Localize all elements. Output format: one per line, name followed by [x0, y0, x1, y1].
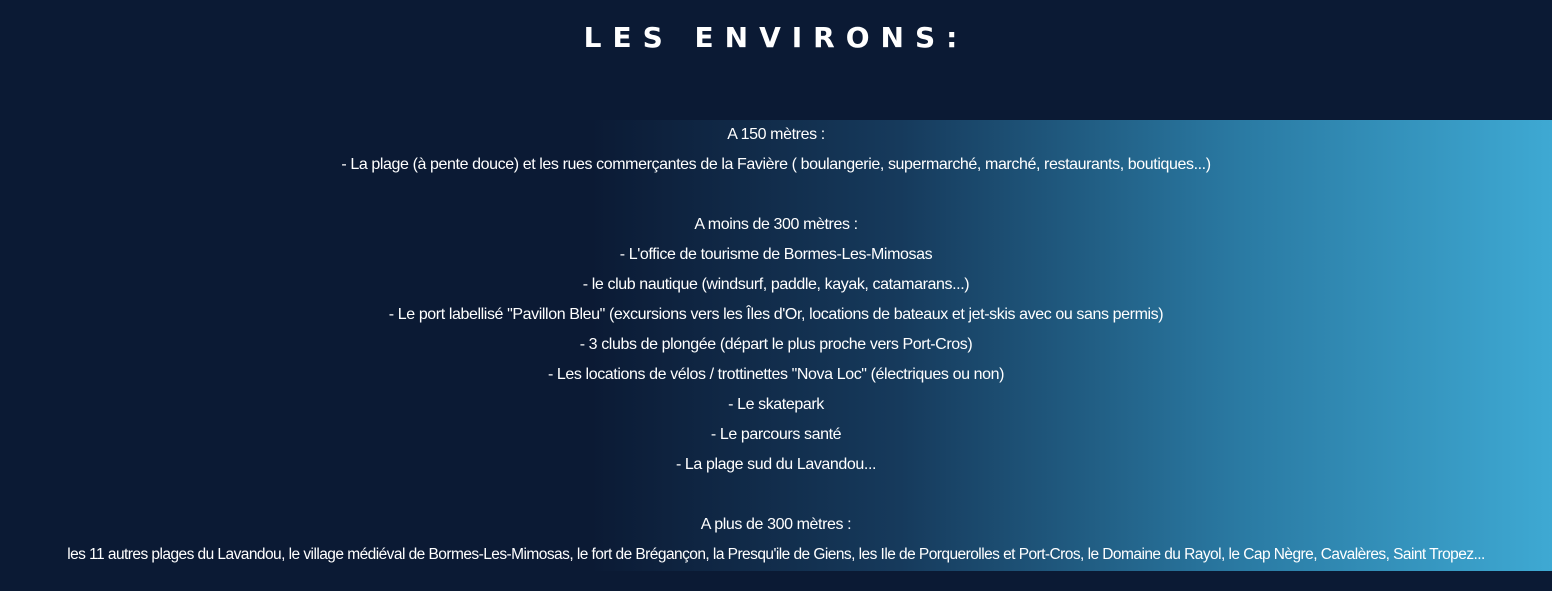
section-heading-150m: A 150 mètres :	[727, 126, 825, 143]
list-item: - Le port labellisé "Pavillon Bleu" (excursions vers les Îles d'Or, locations de bateaux et jet-skis avec ou sans permis)	[388, 306, 1164, 323]
list-item: - Les locations de vélos / trottinettes "Nova Loc" (électriques ou non)	[547, 366, 1005, 383]
page-title: LES ENVIRONS:	[583, 21, 969, 54]
list-item: - 3 clubs de plongée (départ le plus proche vers Port-Cros)	[579, 336, 973, 353]
list-item: les 11 autres plages du Lavandou, le village médiéval de Bormes-Les-Mimosas, le fort de Brégançon, la Presqu'ile de Giens, les Ile de Porquerolles et Port-Cros, le Domaine du Rayol, le Cap Nègre, Cavalères, Saint Tropez...	[67, 546, 1485, 563]
list-item: - L'office de tourisme de Bormes-Les-Mimosas	[619, 246, 933, 263]
list-item: - La plage sud du Lavandou...	[675, 456, 877, 473]
section-heading-over-300m: A plus de 300 mètres :	[700, 516, 852, 533]
list-item: - La plage (à pente douce) et les rues commerçantes de la Favière ( boulangerie, supermarché, marché, restaurants, boutiques...)	[341, 156, 1211, 173]
section-heading-under-300m: A moins de 300 mètres :	[694, 216, 858, 233]
list-item: - Le parcours santé	[710, 426, 842, 443]
list-item: - le club nautique (windsurf, paddle, kayak, catamarans...)	[582, 276, 970, 293]
list-item: - Le skatepark	[728, 396, 824, 413]
section-spacer	[0, 180, 1552, 210]
section-spacer	[0, 480, 1552, 510]
surroundings-content	[0, 120, 1552, 570]
